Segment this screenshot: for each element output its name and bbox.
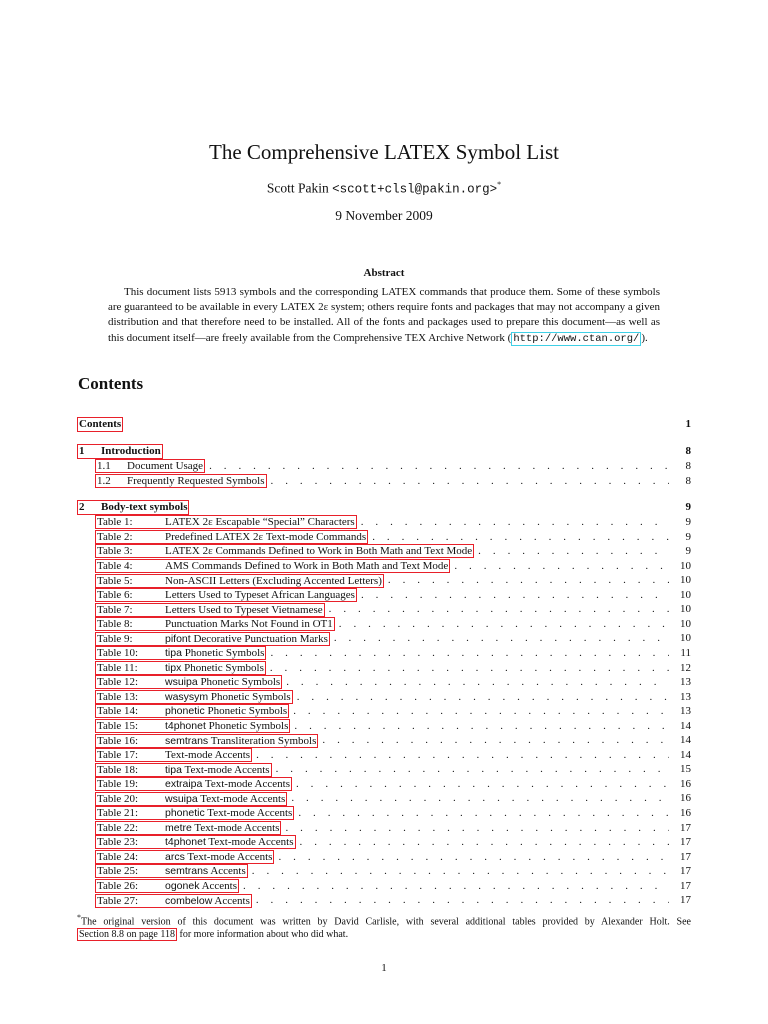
toc-page-number: 9 <box>685 530 691 543</box>
toc-leader <box>357 515 669 530</box>
toc-entry-title: Accents <box>212 894 250 907</box>
footnote-section-link[interactable]: Section 8.8 on page 118 <box>79 929 176 941</box>
toc-section-row <box>77 444 691 459</box>
toc-entry-row <box>77 631 691 646</box>
toc-page-number: 16 <box>680 777 691 790</box>
toc-entry-title: LATEX 2ε Commands Defined to Work in Both Math and Text Mode <box>165 545 473 558</box>
ctan-link[interactable]: http://www.ctan.org/ <box>513 332 640 345</box>
toc-entry-link[interactable] <box>95 632 330 646</box>
toc-page-number: 17 <box>680 865 691 878</box>
toc-entry-link[interactable] <box>95 894 252 908</box>
toc-leader <box>325 602 669 617</box>
toc-entry-title: Accents <box>208 865 246 878</box>
toc-leader <box>289 704 669 719</box>
toc-page-number: 13 <box>680 690 691 703</box>
toc-entry-number: Table 20: <box>97 792 139 805</box>
toc-entry-number: Table 4: <box>97 560 133 572</box>
toc-page-number: 8 <box>685 474 691 487</box>
toc-page-number: 8 <box>685 445 691 457</box>
toc-leader <box>294 806 669 821</box>
toc-entry-package: arcs <box>165 850 185 863</box>
toc-entry-title: Text-mode Accents <box>165 749 251 762</box>
toc-page-number: 12 <box>680 661 691 674</box>
toc-page-number: 10 <box>680 632 691 645</box>
toc-entry-row <box>77 806 691 821</box>
toc-entry-number: 1.1 <box>97 460 111 473</box>
toc-entry-package: pifont <box>165 632 191 645</box>
toc-entry-title: Document Usage <box>127 460 204 473</box>
toc-entry-row <box>77 893 691 908</box>
author-name: Scott Pakin <box>266 180 329 196</box>
toc-entry-title: Letters Used to Typeset African Languages <box>165 589 355 602</box>
toc-entry-number: Table 26: <box>97 880 139 893</box>
toc-entry-number: Table 19: <box>97 778 139 791</box>
toc-entry-row <box>77 864 691 879</box>
toc-leader <box>267 474 670 489</box>
toc-entry-row <box>77 762 691 777</box>
toc-leader <box>292 777 669 792</box>
toc-entry-number: Table 6: <box>97 589 133 602</box>
toc-gap <box>77 488 691 500</box>
toc-entry-row <box>77 544 691 559</box>
toc-leader <box>330 631 669 646</box>
toc-entry-row <box>77 602 691 617</box>
toc-entry-link[interactable] <box>95 864 248 878</box>
toc-entry-link[interactable] <box>95 559 450 573</box>
toc-leader <box>281 821 669 836</box>
document-title: The Comprehensive LATEX Symbol List <box>209 140 559 164</box>
toc-leader <box>368 530 669 545</box>
toc-entry-package: extraipa <box>165 778 203 791</box>
toc-entry-link[interactable] <box>95 879 239 893</box>
toc-page-number: 9 <box>685 545 691 558</box>
toc-entry-link[interactable] <box>95 704 289 718</box>
toc-page-number: 10 <box>680 588 691 601</box>
toc-leader <box>318 733 669 748</box>
toc-entry-number: Table 12: <box>97 676 139 689</box>
toc-entry-title: Phonetic Symbols <box>181 661 264 674</box>
footnote-text: The original version of this document was written by David Carlisle, with several additional tables provided by Alexander Holt. See <box>81 916 691 928</box>
toc-leader <box>287 791 669 806</box>
contents-heading: Contents <box>78 374 144 393</box>
toc-entry-link[interactable] <box>95 792 287 806</box>
abstract-tail: ). <box>641 331 648 344</box>
toc-entry-package: tipa <box>165 647 182 660</box>
toc-entry-link[interactable] <box>95 690 293 704</box>
toc-page-number: 10 <box>680 574 691 587</box>
toc-entry-link[interactable] <box>95 574 384 588</box>
toc-entry-number: Table 21: <box>97 807 139 820</box>
toc-page-number: 11 <box>680 647 691 660</box>
toc-entry-number: Table 2: <box>97 530 133 543</box>
toc-entry-row <box>77 879 691 894</box>
toc-entry-row <box>77 646 691 661</box>
toc-leader <box>248 864 669 879</box>
toc-leader <box>252 748 669 763</box>
toc-entry-number: Table 16: <box>97 734 139 747</box>
toc-entry-title: Phonetic Symbols <box>205 720 289 733</box>
toc-section-link[interactable] <box>77 500 189 515</box>
toc-section-number: 1 <box>79 445 85 457</box>
toc-entry-link[interactable] <box>95 835 296 849</box>
toc-page-number: 10 <box>680 603 691 616</box>
toc-leader <box>384 573 669 588</box>
toc-entry-package: semtrans <box>165 734 209 747</box>
toc-section-title: Body-text symbols <box>101 501 188 514</box>
toc-entry-number: Table 11: <box>97 661 138 674</box>
toc-entry-row <box>77 661 691 676</box>
toc-entry-title: Text-mode Accents <box>191 821 280 834</box>
toc-entry-number: Table 25: <box>97 865 139 878</box>
toc-page-number: 8 <box>685 460 691 472</box>
toc-entry-number: Table 23: <box>97 836 139 849</box>
toc-entry-link[interactable] <box>95 646 266 660</box>
footnote-mark: * <box>77 913 81 922</box>
abstract-body: This document lists 5913 symbols and the corresponding LATEX commands that produce them. Some of these symbols are guaranteed to be available in every LATEX 2ε system; others require fonts and packages that may not accompany a given distribution and that therefore need to be installed. All of the fonts and packages used to prepare this document—as well as this document itself—are freely available from the Comprehensive TEX Archive Network ( <box>108 286 660 344</box>
toc-page-number: 14 <box>680 719 691 732</box>
toc-entry-number: Table 14: <box>97 705 139 718</box>
toc-entry-package: t4phonet <box>165 720 206 733</box>
toc-entry-link[interactable] <box>95 675 282 689</box>
toc-entry-link[interactable] <box>95 661 266 675</box>
toc-page-number: 17 <box>680 836 691 849</box>
toc-entry-title: Decorative Punctuation Marks <box>190 632 328 645</box>
toc-entry-title: Phonetic Symbols <box>208 690 291 703</box>
toc-entry-row <box>77 850 691 865</box>
toc-entry-number: Table 5: <box>97 574 133 587</box>
toc-entry-title: Phonetic Symbols <box>204 705 288 718</box>
toc-entry-number: Table 8: <box>97 618 133 631</box>
toc-entry-title: Frequently Requested Symbols <box>127 474 265 487</box>
toc-entry-number: Table 27: <box>97 894 139 907</box>
toc-entry-link[interactable] <box>95 748 252 762</box>
toc-entry-number: Table 1: <box>97 516 133 529</box>
author-footnote-mark: * <box>497 180 502 189</box>
toc-entry-title: Text-mode Accents <box>202 778 290 791</box>
toc-entry-link[interactable] <box>95 588 357 602</box>
toc-page-number: 17 <box>680 821 691 834</box>
toc-section-row <box>77 500 691 515</box>
toc-leader <box>274 850 669 865</box>
toc-entry-link[interactable] <box>95 719 290 733</box>
toc-entry-link[interactable] <box>95 459 205 473</box>
toc-entry-title: Phonetic Symbols <box>181 647 265 660</box>
toc-gap <box>77 432 691 444</box>
toc-entry-number: Table 7: <box>97 603 133 616</box>
toc-entry-link[interactable] <box>95 530 368 544</box>
toc-section-link[interactable] <box>77 444 163 459</box>
toc-entry-number: Table 22: <box>97 821 139 834</box>
document-date: 9 November 2009 <box>335 208 433 223</box>
toc-entry-package: wsuipa <box>165 676 198 689</box>
toc-entry-title: AMS Commands Defined to Work in Both Math and Text Mode <box>165 560 449 572</box>
toc-entry-title: Text-mode Accents <box>181 763 270 776</box>
toc-entry-title: LATEX 2ε Escapable “Special” Characters <box>165 516 355 529</box>
toc-leader <box>296 835 670 850</box>
toc-entry-row <box>77 791 691 806</box>
toc-leader <box>266 646 669 661</box>
toc-entry-link[interactable] <box>95 617 335 631</box>
toc-entry-row <box>77 573 691 588</box>
toc-entry-row <box>77 719 691 734</box>
toc-page-number: 17 <box>680 850 691 863</box>
toc-entry-row <box>77 835 691 850</box>
toc-entry-number: 1.2 <box>97 474 111 487</box>
toc-leader <box>357 588 669 603</box>
toc-page-number: 17 <box>680 894 691 907</box>
toc-entry-row <box>77 588 691 603</box>
toc-entry-row <box>77 690 691 705</box>
toc-section-number: 2 <box>79 501 85 514</box>
toc-page-number: 1 <box>685 418 691 430</box>
toc-leader <box>205 459 669 474</box>
toc-page-number: 14 <box>680 734 691 747</box>
toc-section-title: Introduction <box>101 445 161 457</box>
toc-entry-title: Punctuation Marks Not Found in OT1 <box>165 618 333 631</box>
toc-entry-title: Text-mode Accents <box>184 850 273 863</box>
toc-entry-link[interactable] <box>95 806 294 820</box>
toc-leader <box>290 719 669 734</box>
toc-entry-link[interactable] <box>95 821 281 835</box>
footnote <box>77 911 691 941</box>
toc-entry-title: Accents <box>199 880 238 893</box>
toc-contents-link[interactable]: Contents <box>79 418 122 430</box>
toc-entry-link[interactable] <box>95 474 267 488</box>
toc-entry-link[interactable] <box>95 603 325 617</box>
abstract-text <box>108 285 660 347</box>
toc-entry-link[interactable] <box>95 763 272 777</box>
toc-entry-package: semtrans <box>165 865 209 878</box>
toc-page-number: 13 <box>680 676 691 689</box>
toc-page-number: 17 <box>680 879 691 892</box>
toc-entry-row <box>77 821 691 836</box>
toc-entry-package: wasysym <box>165 690 209 703</box>
toc-entry-row <box>77 474 691 489</box>
author-line <box>0 180 768 197</box>
toc-entry-title: Text-mode Accents <box>197 792 286 805</box>
toc-entry-number: Table 24: <box>97 850 139 863</box>
toc-entry-package: t4phonet <box>165 836 206 849</box>
toc-page-number: 14 <box>680 748 691 761</box>
toc-entry-package: metre <box>165 821 192 834</box>
toc-page-number: 9 <box>685 501 691 514</box>
toc-page-number: 16 <box>680 792 691 805</box>
footnote-tail: for more information about who did what. <box>177 929 349 941</box>
toc-entry-number: Table 15: <box>97 720 139 733</box>
toc-page-number: 10 <box>680 559 691 572</box>
toc-entry-title: Text-mode Accents <box>205 836 294 849</box>
abstract-heading: Abstract <box>363 267 405 279</box>
toc-leader <box>335 617 669 632</box>
toc-entry-number: Table 18: <box>97 763 139 776</box>
toc-leader <box>474 544 669 559</box>
toc-page-number: 15 <box>680 763 691 776</box>
toc-entry-package: wsuipa <box>165 792 198 805</box>
author-email: <scott+clsl@pakin.org> <box>332 182 498 197</box>
toc-leader <box>266 661 669 676</box>
toc-entry-title: Letters Used to Typeset Vietnamese <box>165 603 323 616</box>
toc-page-number: 16 <box>680 807 691 820</box>
toc-leader <box>272 762 669 777</box>
toc-page-number: 9 <box>685 516 691 529</box>
toc-entry-number: Table 3: <box>97 545 133 558</box>
toc-leader <box>252 893 669 908</box>
toc-page-number: 10 <box>680 617 691 630</box>
toc-entry-row <box>77 733 691 748</box>
toc-entry-title: Non-ASCII Letters (Excluding Accented Letters) <box>165 574 382 587</box>
toc-entry-title: Predefined LATEX 2ε Text-mode Commands <box>165 530 367 543</box>
toc-leader <box>239 879 669 894</box>
toc-entry-row <box>77 459 691 474</box>
toc-contents-row <box>77 417 691 432</box>
toc-entry-number: Table 17: <box>97 749 139 762</box>
toc-entry-package: tipa <box>165 763 182 776</box>
toc-entry-title: Transliteration Symbols <box>208 734 317 747</box>
toc-entry-package: phonetic <box>165 705 205 718</box>
toc-entry-link[interactable] <box>95 734 318 748</box>
toc-entry-link[interactable] <box>95 850 274 864</box>
toc-entry-row <box>77 559 691 574</box>
toc-entry-row <box>77 748 691 763</box>
toc-leader <box>450 559 669 574</box>
toc-entry-row <box>77 530 691 545</box>
toc-entry-number: Table 13: <box>97 690 139 703</box>
toc-page-number: 13 <box>680 705 691 718</box>
toc-entry-link[interactable] <box>95 777 292 791</box>
toc-entry-number: Table 10: <box>97 647 139 660</box>
toc-entry-title: Phonetic Symbols <box>197 676 281 689</box>
toc-entry-link[interactable] <box>95 544 474 558</box>
toc-entry-link[interactable] <box>95 515 357 529</box>
toc-leader <box>293 690 669 705</box>
toc-entry-package: phonetic <box>165 807 205 820</box>
toc-leader <box>282 675 669 690</box>
table-of-contents <box>77 417 691 908</box>
toc-entry-row <box>77 675 691 690</box>
toc-entry-package: combelow <box>165 894 213 907</box>
toc-entry-title: Text-mode Accents <box>204 807 293 820</box>
toc-entry-row <box>77 515 691 530</box>
toc-entry-row <box>77 777 691 792</box>
toc-entry-package: tipx <box>165 661 182 674</box>
toc-entry-row <box>77 617 691 632</box>
toc-entry-number: Table 9: <box>97 632 133 645</box>
page-number: 1 <box>381 962 387 974</box>
toc-entry-package: ogonek <box>165 880 200 893</box>
toc-entry-row <box>77 704 691 719</box>
